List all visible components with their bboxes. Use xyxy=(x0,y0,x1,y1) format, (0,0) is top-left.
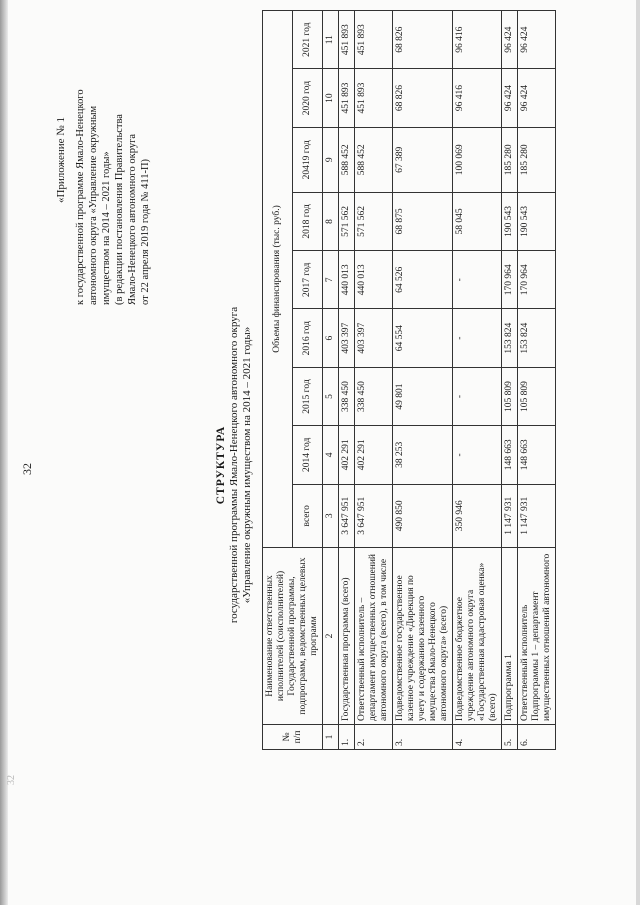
heading-line: государственной программы Ямало-Ненецкого автономного округа xyxy=(228,306,240,624)
row-value: 148 663 xyxy=(502,426,518,484)
row-total: 350 946 xyxy=(453,484,502,547)
row-value: 185 280 xyxy=(518,127,556,192)
row-value: 440 013 xyxy=(339,251,355,309)
row-value: 170 964 xyxy=(502,251,518,309)
row-value: 170 964 xyxy=(518,251,556,309)
col-header-financing: Объемы финансирования (тыс. руб.) xyxy=(263,11,293,548)
row-value: 403 397 xyxy=(339,309,355,367)
row-name: Подведомственное государственное казенное учреждение «Дирекция по учету и содержанию казенного имущества Ямало-Ненецкого автономного округа» (всего) xyxy=(393,548,453,725)
row-number: 2. xyxy=(355,725,393,750)
col-header-year: 2016 год xyxy=(293,309,323,367)
appendix-line: к государственной программе Ямало-Ненецкого xyxy=(75,89,86,305)
row-number: 6. xyxy=(518,725,556,750)
table-row xyxy=(518,11,556,750)
column-index: 5 xyxy=(323,367,339,425)
col-header-year: 2021 год xyxy=(293,11,323,69)
column-index: 2 xyxy=(323,548,339,725)
column-index: 6 xyxy=(323,309,339,367)
column-index: 7 xyxy=(323,251,339,309)
appendix-line: Ямало-Ненецкого автономного округа xyxy=(127,133,138,305)
heading-line: «Управление окружным имуществом на 2014 – 2021 годы» xyxy=(241,326,253,604)
row-number: 5. xyxy=(502,725,518,750)
row-value: 96 424 xyxy=(518,69,556,127)
column-index: 1 xyxy=(323,725,339,750)
row-value: 153 824 xyxy=(518,309,556,367)
row-value: 185 280 xyxy=(502,127,518,192)
row-value: 338 450 xyxy=(355,367,393,425)
col-header-year: 2015 год xyxy=(293,367,323,425)
row-value: 190 543 xyxy=(502,192,518,250)
column-index: 8 xyxy=(323,192,339,250)
appendix-line: имуществом на 2014 – 2021 годы» xyxy=(101,151,112,305)
row-value: 68 826 xyxy=(393,11,453,69)
col-header-year: 2017 год xyxy=(293,251,323,309)
page-number: 32 xyxy=(20,463,34,475)
row-value: - xyxy=(453,309,502,367)
column-index: 4 xyxy=(323,426,339,484)
col-header-pp: № п/п xyxy=(263,725,323,750)
heading-title: СТРУКТУРА xyxy=(215,425,227,505)
row-value: 588 452 xyxy=(339,127,355,192)
col-header-year: 2014 год xyxy=(293,426,323,484)
row-value: 571 562 xyxy=(355,192,393,250)
appendix-line: (в редакции постановления Правительства xyxy=(114,114,125,305)
row-value: 68 875 xyxy=(393,192,453,250)
row-value: 440 013 xyxy=(355,251,393,309)
row-value: 49 801 xyxy=(393,367,453,425)
document-heading xyxy=(215,235,254,695)
col-header-name: Наименование ответственных исполнителей (соисполнителей) Государственной программы, подпрограмм, ведомственных целевых программ xyxy=(263,548,323,725)
col-header-year: 2020 год xyxy=(293,69,323,127)
row-value: 96 416 xyxy=(453,69,502,127)
row-value: 96 424 xyxy=(518,11,556,69)
row-value: 58 045 xyxy=(453,192,502,250)
row-value: 402 291 xyxy=(339,426,355,484)
row-value: 64 554 xyxy=(393,309,453,367)
row-value: 96 416 xyxy=(453,11,502,69)
row-value: 68 826 xyxy=(393,69,453,127)
row-value: 402 291 xyxy=(355,426,393,484)
column-index: 10 xyxy=(323,69,339,127)
row-value: 105 809 xyxy=(502,367,518,425)
row-value: 451 893 xyxy=(355,69,393,127)
row-value: 96 424 xyxy=(502,11,518,69)
row-number: 4. xyxy=(453,725,502,750)
row-number: 1. xyxy=(339,725,355,750)
appendix-note xyxy=(55,15,152,305)
appendix-title: «Приложение № 1 xyxy=(55,116,67,204)
row-value: 105 809 xyxy=(518,367,556,425)
row-name: Ответственный исполнитель – департамент имущественных отношений автономного округа (всего), в том числе xyxy=(355,548,393,725)
row-value: 451 893 xyxy=(339,11,355,69)
column-index: 3 xyxy=(323,484,339,547)
row-value: 64 526 xyxy=(393,251,453,309)
row-value: 451 893 xyxy=(355,11,393,69)
scan-edge xyxy=(0,0,8,905)
row-value: 571 562 xyxy=(339,192,355,250)
column-index: 9 xyxy=(323,127,339,192)
row-value: 38 253 xyxy=(393,426,453,484)
row-number: 3. xyxy=(393,725,453,750)
table-row xyxy=(453,11,502,750)
row-total: 1 147 931 xyxy=(502,484,518,547)
table-row xyxy=(339,11,355,750)
column-index-row xyxy=(323,11,339,750)
table-row xyxy=(355,11,393,750)
col-header-year: 20419 год xyxy=(293,127,323,192)
col-header-year: 2018 год xyxy=(293,192,323,250)
table-row xyxy=(502,11,518,750)
scan-edge-bottom xyxy=(636,0,640,905)
structure-table xyxy=(262,10,556,750)
row-value: - xyxy=(453,251,502,309)
row-name: Подпрограмма 1 xyxy=(502,548,518,725)
row-name: Государственная программа (всего) xyxy=(339,548,355,725)
row-value: 190 543 xyxy=(518,192,556,250)
row-value: - xyxy=(453,367,502,425)
row-total: 3 647 951 xyxy=(339,484,355,547)
appendix-line: от 22 апреля 2019 года № 411-П) xyxy=(140,158,151,305)
row-value: 451 893 xyxy=(339,69,355,127)
row-name: Подведомственное бюджетное учреждение автономного округа «Государственная кадастровая оценка» (всего) xyxy=(453,548,502,725)
table-row xyxy=(393,11,453,750)
row-value: 67 389 xyxy=(393,127,453,192)
row-value: 148 663 xyxy=(518,426,556,484)
row-value: - xyxy=(453,426,502,484)
row-value: 403 397 xyxy=(355,309,393,367)
row-name: Ответственный исполнитель Подпрограммы 1 – департамент имущественных отношений автономного xyxy=(518,548,556,725)
row-total: 1 147 931 xyxy=(518,484,556,547)
appendix-line: автономного округа «Управление окружным xyxy=(88,105,99,305)
row-value: 338 450 xyxy=(339,367,355,425)
row-total: 490 850 xyxy=(393,484,453,547)
ghost-page-number: 32 xyxy=(6,775,17,785)
column-index: 11 xyxy=(323,11,339,69)
row-total: 3 647 951 xyxy=(355,484,393,547)
row-value: 153 824 xyxy=(502,309,518,367)
row-value: 100 069 xyxy=(453,127,502,192)
row-value: 96 424 xyxy=(502,69,518,127)
col-header-total: всего xyxy=(293,484,323,547)
row-value: 588 452 xyxy=(355,127,393,192)
